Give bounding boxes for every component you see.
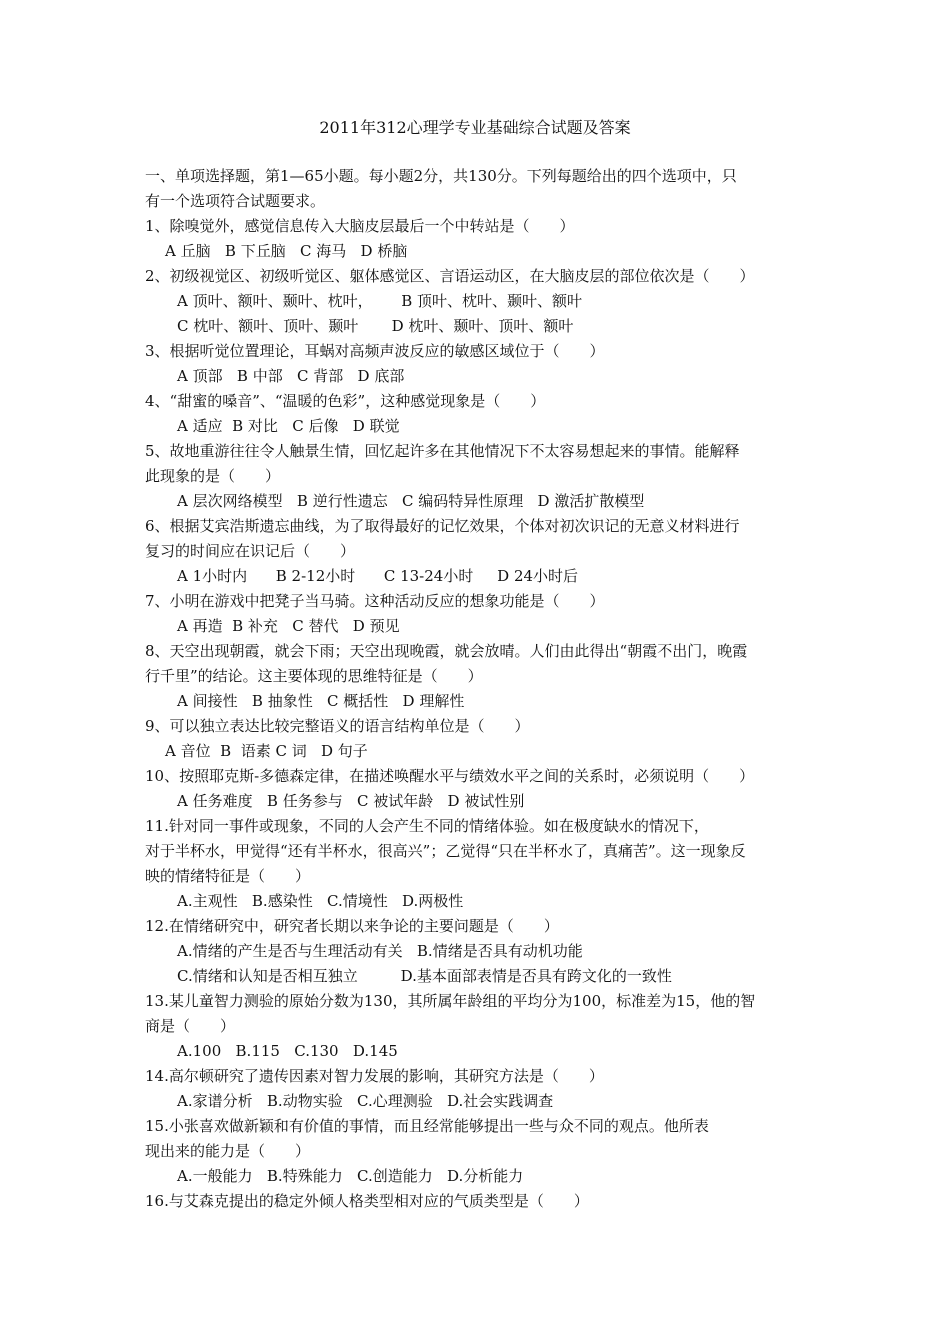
answer-options: A 1小时内 B 2-12小时 C 13-24小时 D 24小时后 bbox=[177, 567, 579, 585]
answer-options: A 音位 B 语素 C 词 D 句子 bbox=[165, 742, 368, 760]
question-15 bbox=[145, 1114, 813, 1189]
answer-options: A 顶部 B 中部 C 背部 D 底部 bbox=[177, 367, 405, 385]
question-stem-line: 15.小张喜欢做新颖和有价值的事情，而且经常能够提出一些与众不同的观点。他所表 bbox=[145, 1117, 709, 1135]
question-stem-line: 13.某儿童智力测验的原始分数为130，其所属年龄组的平均分为100，标准差为15，他的智 bbox=[145, 992, 756, 1010]
question-stem-line: 12.在情绪研究中，研究者长期以来争论的主要问题是（ ） bbox=[145, 917, 559, 935]
question-stem-line: 2、初级视觉区、初级听觉区、躯体感觉区、言语运动区，在大脑皮层的部位依次是（ ） bbox=[145, 267, 755, 285]
answer-options: A 间接性 B 抽象性 C 概括性 D 理解性 bbox=[177, 692, 465, 710]
question-stem-line: 3、根据听觉位置理论，耳蜗对高频声波反应的敏感区域位于（ ） bbox=[145, 342, 605, 360]
question-3 bbox=[145, 339, 813, 389]
question-1 bbox=[145, 214, 813, 264]
answer-options: A.一般能力 B.特殊能力 C.创造能力 D.分析能力 bbox=[177, 1167, 524, 1185]
section-heading-line-2: 有一个选项符合试题要求。 bbox=[145, 192, 326, 210]
answer-options: A.情绪的产生是否与生理活动有关 B.情绪是否具有动机功能 bbox=[177, 942, 583, 960]
answer-options: A 丘脑 B 下丘脑 C 海马 D 桥脑 bbox=[165, 242, 408, 260]
question-stem-line: 14.高尔顿研究了遗传因素对智力发展的影响，其研究方法是（ ） bbox=[145, 1067, 604, 1085]
answer-options: A 层次网络模型 B 逆行性遗忘 C 编码特异性原理 D 激活扩散模型 bbox=[177, 492, 645, 510]
question-stem-line: 10、按照耶克斯-多德森定律，在描述唤醒水平与绩效水平之间的关系时，必须说明（ ） bbox=[145, 767, 755, 785]
answer-options: A.家谱分析 B.动物实验 C.心理测验 D.社会实践调查 bbox=[177, 1092, 554, 1110]
question-stem-line: 16.与艾森克提出的稳定外倾人格类型相对应的气质类型是（ ） bbox=[145, 1192, 589, 1210]
question-6 bbox=[145, 514, 813, 589]
question-stem-line: 8、天空出现朝霞，就会下雨；天空出现晚霞，就会放晴。人们由此得出“朝霞不出门，晚霞 bbox=[145, 642, 748, 660]
question-2 bbox=[145, 264, 813, 339]
answer-options: A.100 B.115 C.130 D.145 bbox=[177, 1042, 398, 1060]
question-12 bbox=[145, 914, 813, 989]
question-stem-line: 对于半杯水，甲觉得“还有半杯水，很高兴”；乙觉得“只在半杯水了，真痛苦”。这一现象反 bbox=[145, 842, 746, 860]
question-14 bbox=[145, 1064, 813, 1114]
question-8 bbox=[145, 639, 813, 714]
question-stem-line: 6、根据艾宾浩斯遗忘曲线，为了取得最好的记忆效果，个体对初次识记的无意义材料进行 bbox=[145, 517, 740, 535]
question-stem-line: 7、小明在游戏中把凳子当马骑。这种活动反应的想象功能是（ ） bbox=[145, 592, 605, 610]
question-stem-line: 现出来的能力是（ ） bbox=[145, 1142, 311, 1160]
question-9 bbox=[145, 714, 813, 764]
answer-options: A 顶叶、额叶、颞叶、枕叶， B 顶叶、枕叶、颞叶、额叶 bbox=[177, 292, 583, 310]
question-stem-line: 此现象的是（ ） bbox=[145, 467, 281, 485]
answer-options: A 适应 B 对比 C 后像 D 联觉 bbox=[177, 417, 400, 435]
question-list bbox=[145, 164, 813, 1214]
question-stem-line: 4、“甜蜜的嗓音”、“温暖的色彩”，这种感觉现象是（ ） bbox=[145, 392, 546, 410]
question-stem-line: 行千里”的结论。这主要体现的思维特征是（ ） bbox=[145, 667, 483, 685]
question-stem-line: 9、可以独立表达比较完整语义的语言结构单位是（ ） bbox=[145, 717, 530, 735]
answer-options: C 枕叶、额叶、顶叶、颞叶 D 枕叶、颞叶、顶叶、额叶 bbox=[177, 317, 574, 335]
question-11 bbox=[145, 814, 813, 914]
page-title: 2011年312心理学专业基础综合试题及答案 bbox=[319, 118, 631, 137]
question-4 bbox=[145, 389, 813, 439]
question-7 bbox=[145, 589, 813, 639]
question-stem-line: 11.针对同一事件或现象，不同的人会产生不同的情绪体验。如在极度缺水的情况下， bbox=[145, 817, 709, 835]
answer-options: C.情绪和认知是否相互独立 D.基本面部表情是否具有跨文化的一致性 bbox=[177, 967, 672, 985]
question-stem-line: 映的情绪特征是（ ） bbox=[145, 867, 311, 885]
answer-options: A.主观性 B.感染性 C.情境性 D.两极性 bbox=[177, 892, 464, 910]
question-stem-line: 商是（ ） bbox=[145, 1017, 236, 1035]
answer-options: A 再造 B 补充 C 替代 D 预见 bbox=[177, 617, 400, 635]
question-stem-line: 复习的时间应在识记后（ ） bbox=[145, 542, 356, 560]
question-10 bbox=[145, 764, 813, 814]
answer-options: A 任务难度 B 任务参与 C 被试年龄 D 被试性别 bbox=[177, 792, 525, 810]
question-16 bbox=[145, 1189, 813, 1214]
question-13 bbox=[145, 989, 813, 1064]
question-5 bbox=[145, 439, 813, 514]
section-heading-line-1: 一、单项选择题，第1—65小题。每小题2分，共130分。下列每题给出的四个选项中，只 bbox=[145, 167, 737, 185]
question-stem-line: 5、故地重游往往令人触景生情，回忆起许多在其他情况下不太容易想起来的事情。能解释 bbox=[145, 442, 740, 460]
question-stem-line: 1、除嗅觉外，感觉信息传入大脑皮层最后一个中转站是（ ） bbox=[145, 217, 575, 235]
